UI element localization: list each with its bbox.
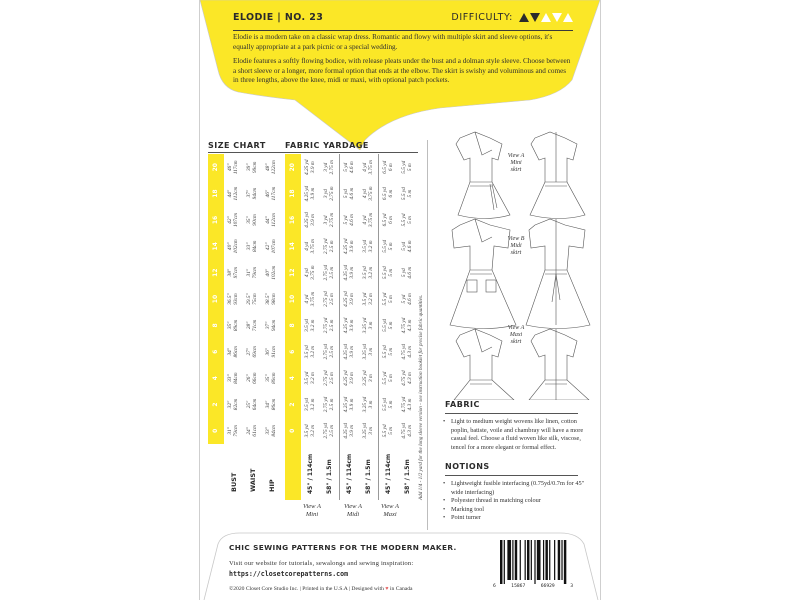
- view-name: View A: [507, 325, 525, 331]
- illustration-label: [505, 236, 527, 257]
- yardage-value: 2.75 yd 2.5 m: [323, 317, 335, 334]
- fabric-yardage-table: [285, 154, 418, 500]
- difficulty-triangle-icon: [541, 13, 551, 22]
- yardage-value: 3.5 yd 3.2 m: [304, 424, 316, 438]
- yardage-value: 4.25 yd 3.9 m: [343, 370, 355, 386]
- view-name: View B: [507, 236, 525, 242]
- yardage-value: 5.5 yd 5 m: [382, 292, 394, 306]
- measurement-value: 46" 117cm: [265, 186, 277, 201]
- difficulty-triangle-icon: [552, 13, 562, 22]
- barcode-number: [493, 584, 573, 589]
- fabric-width-label: 58" / 1.5m: [403, 459, 411, 494]
- yardage-value: 4 yd 3.75 m: [362, 160, 374, 175]
- fabric-width-label: 45" / 114cm: [384, 453, 392, 494]
- measurement-value: 31" 79cm: [246, 266, 258, 279]
- size-header: 16: [285, 207, 301, 233]
- fabric-list: [443, 418, 588, 452]
- measurement-value: 35" 89cm: [265, 372, 277, 384]
- fabric-width-label: 58" / 1.5m: [364, 459, 372, 494]
- size-header: 0: [208, 418, 224, 444]
- yardage-value: 3 yd 2.75 m: [323, 212, 335, 228]
- heart-icon: ♥: [385, 586, 389, 592]
- yardage-value: 3.5 yd 3.2 m: [304, 371, 316, 385]
- size-header: 10: [208, 286, 224, 312]
- size-header: 8: [208, 312, 224, 338]
- view-name: View A: [381, 503, 399, 510]
- size-header: 12: [285, 259, 301, 285]
- measurement-value: 38.5" 98cm: [265, 293, 277, 305]
- measurement-value: 37" 94cm: [246, 187, 258, 200]
- yardage-value: 4 yd 3.75 m: [362, 186, 374, 201]
- view-name: View A: [507, 153, 525, 159]
- size-header: 8: [285, 312, 301, 338]
- measurement-value: 33" 84cm: [246, 240, 258, 253]
- size-header: 2: [208, 391, 224, 417]
- yardage-value: 3.5 yd 3.2 m: [362, 266, 374, 280]
- dress-back-midi-icon: [526, 219, 590, 329]
- yardage-value: 3.25 yd 3 m: [362, 396, 374, 413]
- fabric-width-label: 58" / 1.5m: [325, 459, 333, 494]
- yardage-value: 6.5 yd 6 m: [382, 213, 394, 227]
- measurement-value: 34" 86cm: [265, 398, 277, 411]
- measurement-label: BUST: [229, 472, 238, 492]
- measurement-value: 28" 71cm: [246, 319, 258, 332]
- yardage-value: 2.75 yd 2.5 m: [323, 396, 335, 413]
- fabric-yardage-heading: FABRIC YARDAGE: [285, 141, 369, 150]
- size-header: 2: [285, 391, 301, 417]
- view-name: View A: [344, 503, 362, 510]
- yardage-value: 5 yd 4.6 m: [401, 293, 413, 305]
- view-name: View A: [303, 503, 321, 510]
- yardage-value: 3.5 yd 3.2 m: [304, 345, 316, 359]
- header-bar: [233, 10, 573, 31]
- difficulty-label: DIFFICULTY:: [451, 12, 513, 23]
- divider: [208, 152, 418, 153]
- description-paragraph: Elodie features a softly flowing bodice, with release pleats under the bust and a dolman style sleeve. Choose between a short sleeve or a longer, more formal option that ends at the elbow. The skirt is swishy and voluminous and comes in three lengths, above the knee, midi or maxi, with optional patch pockets.: [233, 57, 571, 85]
- measurement-value: 44" 112cm: [227, 186, 239, 201]
- yardage-value: 3.25 yd 3 m: [362, 317, 374, 334]
- view-label-midi: [338, 503, 368, 519]
- illustration-label: [505, 153, 527, 174]
- column-divider: [427, 140, 428, 530]
- notions-list: [443, 480, 588, 523]
- pattern-back-cover: [200, 0, 600, 600]
- yardage-value: 5.5 yd 5 m: [382, 424, 394, 438]
- yardage-value: 4 yd 3.75 m: [304, 239, 316, 254]
- measurement-value: 36" 91cm: [265, 346, 277, 358]
- skirt-name: Midi skirt: [510, 243, 522, 256]
- yardage-value: 5 yd 4.6 m: [343, 187, 355, 200]
- yardage-value: 2.75 yd 2.5 m: [323, 264, 335, 281]
- view-label-maxi: [375, 503, 405, 519]
- yardage-value: 5 yd 4.6 m: [343, 161, 355, 174]
- yardage-note: Add 1/4 - 1/2 yard for the long sleeve version - see instruction booklet for precise fabric quantities.: [418, 294, 424, 500]
- yardage-value: 4.25 yd 3.9 m: [343, 317, 355, 334]
- yardage-value: 4.75 yd 4.3 m: [401, 423, 413, 439]
- size-header: 6: [208, 339, 224, 365]
- yardage-value: 2.75 yd 2.5 m: [323, 238, 335, 255]
- measurement-value: 48" 122cm: [265, 160, 277, 175]
- measurement-value: 32" 82cm: [227, 398, 239, 411]
- yardage-value: 3.5 yd 3.2 m: [362, 292, 374, 306]
- yardage-value: 4.25 yd 3.9 m: [343, 238, 355, 255]
- measurement-value: 42" 107cm: [265, 239, 277, 254]
- yardage-value: 5.5 yd 5 m: [382, 371, 394, 385]
- size-header: 4: [208, 365, 224, 391]
- barcode-digit: 6: [493, 584, 496, 589]
- yardage-value: 5 yd 4.6 m: [401, 240, 413, 253]
- size-header-spacer: [285, 444, 301, 500]
- yardage-value: 3.5 yd 3.2 m: [304, 397, 316, 411]
- yardage-value: 3 yd 2.75 m: [323, 186, 335, 201]
- yardage-value: 5.5 yd 5 m: [401, 187, 413, 201]
- fabric-width-label: 45" / 114cm: [306, 453, 314, 494]
- yardage-value: 4.25 yd 3.9 m: [343, 264, 355, 281]
- yardage-value: 5.5 yd 5 m: [401, 213, 413, 227]
- yardage-value: 3.25 yd 3 m: [362, 343, 374, 360]
- yardage-value: 4.25 yd 3.9 m: [304, 212, 316, 228]
- yardage-value: 4.25 yd 3.9 m: [304, 185, 316, 202]
- yardage-value: 5.5 yd 5 m: [382, 266, 394, 280]
- description-paragraph: Elodie is a modern take on a classic wrap dress. Romantic and flowy with multiple skirt and sleeve options, it's equally appropriate at a park picnic or a special wedding.: [233, 33, 553, 51]
- copyright-text: ©2020 Closet Core Studio Inc. | Printed in the U.S.A | Designed with: [229, 586, 386, 592]
- yardage-value: 4.25 yd 3.9 m: [343, 343, 355, 360]
- yardage-value: 4 yd 3.75 m: [304, 291, 316, 307]
- yardage-value: 3.5 yd 3.2 m: [362, 239, 374, 253]
- measurement-value: 42" 107cm: [227, 212, 239, 228]
- yardage-value: 2.75 yd 2.5 m: [323, 291, 335, 307]
- yardage-value: 4.75 yd 4.3 m: [401, 317, 413, 334]
- measurement-value: 37" 94cm: [265, 319, 277, 332]
- barcode-icon: [500, 540, 570, 584]
- fabric-item: • Light to medium weight wovens like linen, cotton poplin, batiste, voile and chambray will have a more casual feel. Choose a fluid woven like silk, viscose, tencel for a more elegant or formal effect.: [443, 418, 588, 452]
- size-header: 16: [208, 207, 224, 233]
- difficulty: [451, 12, 573, 23]
- footer-tagline: CHIC SEWING PATTERNS FOR THE MODERN MAKER.: [229, 543, 457, 552]
- measurement-value: 40" 102cm: [227, 239, 239, 254]
- size-header: 20: [208, 154, 224, 180]
- skirt-name: Maxi: [383, 511, 397, 518]
- size-header: 12: [208, 259, 224, 285]
- yardage-value: 5.5 yd 5 m: [382, 239, 394, 253]
- yardage-value: 4.75 yd 4.3 m: [401, 396, 413, 413]
- yardage-value: 4.25 yd 3.9 m: [304, 159, 316, 176]
- footer-visit-text: Visit our website for tutorials, sewalongs and sewing inspiration:: [229, 560, 414, 567]
- pattern-title: ELODIE | NO. 23: [233, 12, 324, 23]
- yardage-value: 5 yd 4.6 m: [401, 266, 413, 279]
- skirt-name: Mini: [305, 511, 319, 518]
- website-link[interactable]: https://closetcorepatterns.com: [229, 570, 349, 578]
- copyright: [229, 586, 413, 592]
- yardage-value: 4.75 yd 4.3 m: [401, 343, 413, 360]
- yardage-value: 5.5 yd 5 m: [382, 345, 394, 359]
- measurement-value: 31" 79cm: [227, 425, 239, 437]
- yardage-value: 4.25 yd 3.9 m: [343, 423, 355, 439]
- notion-item: • Point turner: [443, 514, 588, 523]
- measurement-value: 29.5" 75cm: [246, 293, 258, 305]
- fabric-width-label: 45" / 114cm: [345, 453, 353, 494]
- skirt-name: Mini skirt: [510, 160, 522, 173]
- notion-item: • Lightweight fusible interfacing (0.75yd/0.7m for 45" wide interfacing): [443, 480, 588, 497]
- yardage-value: 3.25 yd 3 m: [362, 423, 374, 439]
- measurement-value: 38" 97cm: [227, 266, 239, 279]
- measurement-value: 33" 84cm: [265, 425, 277, 437]
- yardage-value: 6.5 yd 6 m: [382, 160, 394, 174]
- skirt-name: Maxi skirt: [509, 332, 523, 345]
- measurement-value: 35" 89cm: [227, 319, 239, 332]
- dress-back-mini-icon: [530, 132, 585, 219]
- difficulty-triangle-icon: [519, 13, 529, 22]
- measurement-value: 44" 112cm: [265, 213, 277, 227]
- size-header-spacer: [208, 444, 224, 500]
- yardage-value: 5.5 yd 5 m: [382, 318, 394, 332]
- measurement-value: 35" 90cm: [246, 214, 258, 226]
- size-header: 14: [208, 233, 224, 259]
- measurement-label: WAIST: [248, 468, 257, 492]
- divider: [445, 475, 578, 476]
- copyright-text: in Canada: [388, 586, 413, 592]
- measurement-label: HIP: [267, 479, 276, 492]
- size-header: 6: [285, 339, 301, 365]
- size-chart-heading: SIZE CHART: [208, 141, 266, 150]
- measurement-value: 24" 61cm: [246, 425, 258, 437]
- difficulty-triangle-icon: [563, 13, 573, 22]
- dress-back-maxi-icon: [529, 329, 589, 400]
- yardage-value: 2.75 yd 2.5 m: [323, 423, 335, 439]
- yardage-value: 2.75 yd 2.5 m: [323, 370, 335, 386]
- measurement-value: 40" 102cm: [265, 265, 277, 280]
- dress-front-mini-icon: [456, 132, 510, 219]
- yardage-value: 4.75 yd 4.3 m: [401, 370, 413, 386]
- yardage-value: 5.5 yd 5 m: [401, 160, 413, 174]
- view-label-mini: [297, 503, 327, 519]
- size-header: 18: [285, 180, 301, 206]
- difficulty-rating: [519, 13, 573, 22]
- measurement-value: 25" 64cm: [246, 398, 258, 411]
- barcode-digit: 66929: [540, 584, 555, 589]
- skirt-name: Midi: [346, 511, 360, 518]
- yardage-value: 4 yd 3.75 m: [362, 212, 374, 228]
- yardage-value: 5.5 yd 5 m: [382, 397, 394, 411]
- size-header: 20: [285, 154, 301, 180]
- measurement-value: 36.5" 93cm: [227, 293, 239, 305]
- yardage-value: 3 yd 2.75 m: [323, 160, 335, 175]
- measurement-value: 27" 69cm: [246, 346, 258, 358]
- fabric-heading: FABRIC: [445, 400, 480, 409]
- measurement-value: 34" 86cm: [227, 346, 239, 358]
- yardage-value: 4.25 yd 3.9 m: [343, 396, 355, 413]
- notion-item: • Marking tool: [443, 506, 588, 515]
- size-header: 4: [285, 365, 301, 391]
- measurement-value: 26" 66cm: [246, 372, 258, 384]
- size-chart-table: [208, 154, 282, 500]
- size-header: 18: [208, 180, 224, 206]
- description: [233, 33, 573, 91]
- yardage-value: 5 yd 4.6 m: [343, 214, 355, 226]
- yardage-value: 3.25 yd 3 m: [362, 370, 374, 386]
- difficulty-triangle-icon: [530, 13, 540, 22]
- size-header: 10: [285, 286, 301, 312]
- notions-heading: NOTIONS: [445, 462, 490, 471]
- size-header: 0: [285, 418, 301, 444]
- measurement-value: 46" 117cm: [227, 160, 239, 175]
- yardage-value: 2.75 yd 2.5 m: [323, 343, 335, 360]
- yardage-value: 3.5 yd 3.2 m: [304, 318, 316, 332]
- barcode-digit: 3: [570, 584, 573, 589]
- barcode-digit: 15867: [511, 584, 526, 589]
- size-header: 14: [285, 233, 301, 259]
- yardage-value: 4 yd 3.75 m: [304, 265, 316, 280]
- measurement-value: 39" 99cm: [246, 161, 258, 173]
- measurement-value: 33" 84cm: [227, 372, 239, 384]
- yardage-value: 4.25 yd 3.9 m: [343, 291, 355, 307]
- divider: [445, 413, 578, 414]
- yardage-value: 6.5 yd 6 m: [382, 187, 394, 201]
- notion-item: • Polyester thread in matching colour: [443, 497, 588, 506]
- illustration-label: [505, 325, 527, 346]
